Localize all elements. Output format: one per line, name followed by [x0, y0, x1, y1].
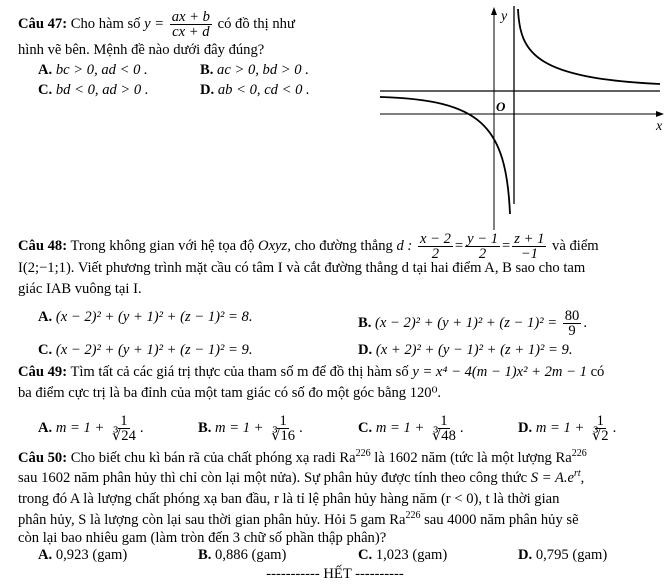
q49-option-b-key: B.	[198, 419, 212, 436]
x-axis-arrow-icon	[656, 111, 664, 117]
q47-option-a-key: A.	[38, 62, 53, 78]
q48-option-b-tail: .	[583, 314, 587, 331]
q48-frac-z-num: z + 1	[514, 231, 545, 247]
q48-option-b-frac-num: 80	[564, 308, 580, 324]
q47-fraction	[170, 10, 212, 39]
q50-line3: trong đó A là lượng chất phóng xạ ban đầu, r là tỉ lệ phân hủy hàng năm (r < 0), t là thời gian	[18, 491, 560, 507]
q47-option-d-text: ab < 0, cd < 0 .	[217, 82, 310, 98]
q47-frac-num: ax + b	[171, 9, 210, 25]
q48-option-b-frac-den: 9	[568, 323, 576, 339]
q48-option-b-key: B.	[358, 314, 372, 331]
q50-option-a-key: A.	[38, 547, 53, 563]
q47-option-c-text: bd < 0, ad > 0 .	[55, 82, 149, 98]
q47-option-b	[200, 62, 309, 79]
footer-end: ----------- HẾT ----------	[266, 566, 404, 582]
q47-after: có đồ thị như	[217, 15, 295, 32]
q48-d-label: d :	[396, 237, 413, 254]
q50-sup-226-c: 226	[405, 510, 421, 522]
y-axis-arrow-icon	[491, 7, 497, 15]
q49-option-a-num: 1	[120, 413, 128, 429]
q49-option-d-tail: .	[612, 419, 617, 436]
q47-option-b-text: ac > 0, bd > 0 .	[217, 62, 309, 78]
q47-option-c	[38, 82, 149, 99]
q47-option-b-key: B.	[200, 62, 214, 78]
q50-line4	[18, 512, 579, 529]
q48-option-d-key: D.	[358, 342, 373, 358]
q49-option-c-key: C.	[358, 419, 373, 436]
q49-option-d-frac	[590, 414, 611, 443]
q49-option-b	[198, 414, 303, 443]
q50-option-d-key: D.	[518, 547, 533, 563]
q47-option-c-key: C.	[38, 82, 53, 98]
q50-option-c-key: C.	[358, 547, 373, 563]
q47-option-d-key: D.	[200, 82, 215, 98]
q48-text1: Trong không gian với hệ tọa độ	[70, 237, 255, 254]
q49-option-c	[358, 414, 464, 443]
q48-option-c-key: C.	[38, 342, 53, 358]
y-axis-label: y	[501, 9, 508, 24]
q50-line1b: là 1602 năm (tức là một lượng Ra	[374, 450, 572, 466]
q49-option-b-num: 1	[279, 413, 287, 429]
q49-option-d-key: D.	[518, 419, 533, 436]
q50-line5: còn lại bao nhiêu gam (làm tròn đến 3 chữ số phần thập phân)?	[18, 530, 387, 546]
q49-option-b-prefix: m = 1 +	[215, 419, 264, 436]
q50-option-b-key: B.	[198, 547, 212, 563]
q48-text2: cho đường thẳng	[294, 237, 393, 254]
q48-frac-x-num: x − 2	[419, 231, 451, 247]
q50-line2: sau 1602 năm phân hủy thì chỉ còn lại một nửa). Sự phân hủy được tính theo công thức $S = A.e^{rt}$,	[18, 468, 585, 486]
q48-frac-z	[512, 232, 546, 261]
q49-option-b-frac	[269, 414, 297, 443]
q49-option-a-prefix: m = 1 +	[55, 419, 105, 436]
q50-option-d-text: 0,795 (gam)	[535, 547, 608, 563]
q49-option-c-frac	[430, 414, 458, 443]
origin-label: O	[496, 99, 506, 114]
q48-option-b-text: (x − 2)² + (y + 1)² + (z − 1)² =	[375, 314, 558, 331]
q48-option-d	[358, 342, 572, 359]
q50-line4b: sau 4000 năm phân hủy sẽ	[424, 512, 579, 528]
q48-frac-z-den: −1	[520, 246, 538, 262]
q48-label: Câu 48:	[18, 237, 68, 254]
q50-option-c	[358, 547, 447, 564]
q48-text3: và điểm	[552, 237, 599, 254]
q50-option-b	[198, 547, 286, 564]
q47-graph	[370, 4, 666, 230]
q49-option-b-tail: .	[299, 419, 303, 436]
q49-option-d-num: 1	[596, 413, 604, 429]
q49-option-a-key: A.	[38, 419, 53, 436]
q49-option-b-den: ∛16	[271, 428, 296, 444]
q49-option-a-frac	[110, 414, 138, 443]
q50-option-d	[518, 547, 607, 564]
q47-y-eq: y =	[144, 15, 165, 32]
q48-option-b-frac	[563, 309, 582, 338]
q49-option-a-tail: .	[139, 419, 144, 436]
q48-option-c-text: (x − 2)² + (y + 1)² + (z − 1)² = 9.	[55, 342, 253, 358]
q49-func: y = x⁴ − 4(m − 1)x² + 2m − 1	[412, 364, 587, 380]
q49-text1b: có	[590, 364, 605, 380]
q50-label: Câu 50:	[18, 450, 68, 466]
q48-frac-y-den: 2	[478, 246, 487, 262]
q49-line1	[18, 364, 604, 381]
q50-line1a: Cho biết chu kì bán rã của chất phóng xạ radi Ra	[70, 450, 356, 466]
q49-option-c-num: 1	[440, 413, 448, 429]
q50-option-a	[38, 547, 127, 564]
x-axis-label: x	[656, 119, 663, 134]
q50-line1	[18, 450, 587, 467]
q49-option-a	[38, 414, 144, 443]
q50-line2a: sau 1602 năm phân hủy thì chỉ còn lại một nửa). Sự phân hủy được tính theo công thức	[18, 470, 528, 486]
q50-option-a-text: 0,923 (gam)	[55, 547, 128, 563]
q49-text1: Tìm tất cả các giá trị thực của tham số m để đồ thị hàm số	[70, 364, 409, 380]
q50-formula: S = A.e	[530, 470, 574, 486]
q48-option-a-key: A.	[38, 309, 53, 325]
q50-option-b-text: 0,886 (gam)	[215, 547, 287, 563]
q48-option-a	[38, 309, 252, 326]
q50-sup-226-b: 226	[571, 448, 587, 460]
q48-option-c	[38, 342, 252, 359]
q47-line1	[18, 10, 295, 39]
q48-option-a-text: (x − 2)² + (y + 1)² + (z − 1)² = 8.	[55, 309, 253, 325]
q49-option-d-prefix: m = 1 +	[535, 419, 585, 436]
graph-branch-left	[380, 97, 510, 214]
q48-frac-x-den: 2	[431, 246, 440, 262]
q50-sup-226-a: 226	[355, 448, 371, 460]
q47-option-a-text: bc > 0, ad < 0 .	[55, 62, 148, 78]
q48-option-d-text: (x + 2)² + (y − 1)² + (z + 1)² = 9.	[375, 342, 573, 358]
q48-frac-y	[465, 232, 500, 261]
q50-line4a: phân hủy, S là lượng còn lại sau thời gian phân hủy. Hỏi 5 gam Ra	[18, 512, 406, 528]
graph-branch-right	[518, 9, 660, 84]
q49-option-d	[518, 414, 616, 443]
q49-option-c-den: ∛48	[432, 428, 456, 444]
q48-oxyz: Oxyz,	[258, 237, 291, 254]
q47-option-d	[200, 82, 310, 99]
q49-option-c-tail: .	[459, 419, 464, 436]
q50-formula-sup: rt	[573, 468, 581, 480]
q47-option-a	[38, 62, 148, 79]
q48-line1: Câu 48: Trong không gian với hệ tọa độ Oxyz, cho đường thẳng d : $\frac{x - 2}{2}$ = $\frac{y - 1}{2}$ = $\frac{z + 1}{-1}$ và điểm	[18, 231, 599, 262]
q47-intro: Cho hàm số	[70, 15, 141, 32]
q47-line2: hình vẽ bên. Mệnh đề nào dưới đây đúng?	[18, 42, 265, 58]
q48-frac-y-num: y − 1	[467, 231, 499, 247]
q47-frac-den: cx + d	[172, 24, 210, 40]
q49-option-d-den: ∛2	[592, 428, 609, 444]
q48-frac-x	[418, 232, 453, 261]
q48-line3: giác IAB vuông tại I.	[18, 281, 142, 297]
q49-line2: ba điểm cực trị là ba đỉnh của một tam giác có số đo một góc bằng 120⁰.	[18, 385, 442, 401]
q50-option-c-text: 1,023 (gam)	[375, 547, 448, 563]
q48-line2: I(2;−1;1). Viết phương trình mặt cầu có tâm I và cắt đường thẳng d tại hai điểm A, B sao cho tam	[18, 260, 586, 276]
q47-label: Câu 47:	[18, 15, 68, 32]
q48-option-b	[358, 309, 587, 338]
q49-option-c-prefix: m = 1 +	[375, 419, 425, 436]
q49-label: Câu 49:	[18, 364, 68, 380]
q49-option-a-den: ∛24	[112, 428, 136, 444]
